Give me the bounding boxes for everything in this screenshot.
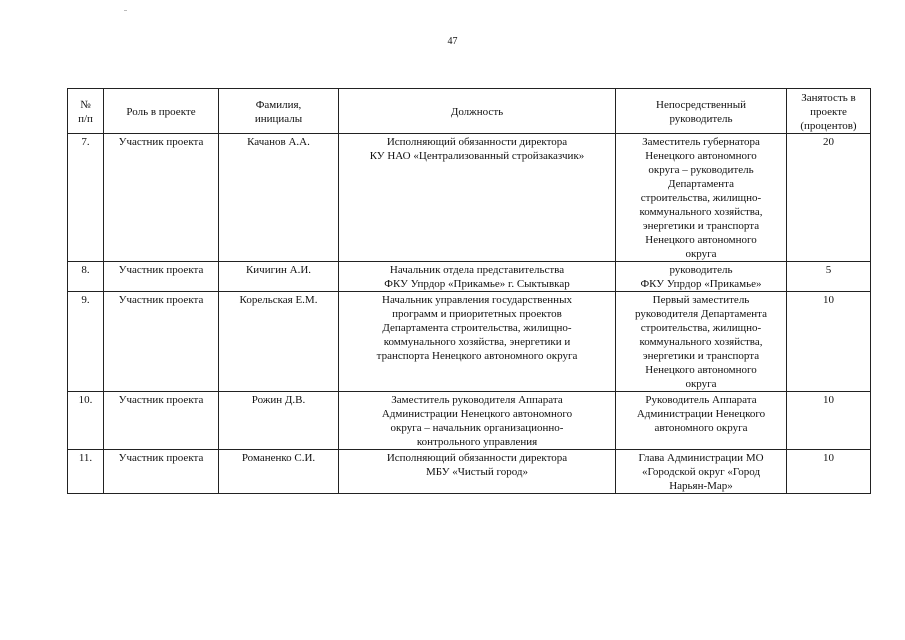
cell-num: 10. — [68, 392, 104, 450]
cell-share: 20 — [787, 134, 871, 262]
cell-supervisor: Первый заместитель руководителя Департамента строительства, жилищно- коммунального хозяйства, энергетики и транспорта Ненецкого автономного округа — [616, 292, 787, 392]
header-position: Должность — [339, 89, 616, 134]
cell-share: 10 — [787, 392, 871, 450]
table-row — [68, 450, 871, 494]
cell-num: 9. — [68, 292, 104, 392]
page-number: 47 — [447, 36, 458, 47]
cell-name: Романенко С.И. — [219, 450, 339, 494]
header-role: Роль в проекте — [104, 89, 219, 134]
cell-supervisor: Глава Администрации МО «Городской округ «Город Нарьян-Мар» — [616, 450, 787, 494]
cell-share: 10 — [787, 292, 871, 392]
cell-position: Заместитель руководителя Аппарата Администрации Ненецкого автономного округа – начальник организационно- контрольного управления — [339, 392, 616, 450]
table-row — [68, 292, 871, 392]
cell-role: Участник проекта — [104, 392, 219, 450]
header-name: Фамилия, инициалы — [219, 89, 339, 134]
cell-role: Участник проекта — [104, 262, 219, 292]
cell-role: Участник проекта — [104, 292, 219, 392]
cell-role: Участник проекта — [104, 134, 219, 262]
header-num: № п/п — [68, 89, 104, 134]
header-share: Занятость в проекте (процентов) — [787, 89, 871, 134]
cell-supervisor: руководитель ФКУ Упрдор «Прикамье» — [616, 262, 787, 292]
table-header-row — [68, 89, 871, 134]
table-row — [68, 262, 871, 292]
cell-name: Рожин Д.В. — [219, 392, 339, 450]
cell-num: 8. — [68, 262, 104, 292]
cell-position: Начальник управления государственных программ и приоритетных проектов Департамента строительства, жилищно- коммунального хозяйства, энергетики и транспорта Ненецкого автономного округа — [339, 292, 616, 392]
cell-role: Участник проекта — [104, 450, 219, 494]
scan-mark — [124, 10, 127, 11]
table-row — [68, 134, 871, 262]
cell-share: 10 — [787, 450, 871, 494]
cell-num: 7. — [68, 134, 104, 262]
cell-name: Кичигин А.И. — [219, 262, 339, 292]
cell-share: 5 — [787, 262, 871, 292]
cell-name: Качанов А.А. — [219, 134, 339, 262]
table-row — [68, 392, 871, 450]
cell-num: 11. — [68, 450, 104, 494]
cell-supervisor: Заместитель губернатора Ненецкого автономного округа – руководитель Департамента строительства, жилищно- коммунального хозяйства, энергетики и транспорта Ненецкого автономного округа — [616, 134, 787, 262]
cell-position: Исполняющий обязанности директора КУ НАО «Централизованный стройзаказчик» — [339, 134, 616, 262]
cell-position: Исполняющий обязанности директора МБУ «Чистый город» — [339, 450, 616, 494]
cell-supervisor: Руководитель Аппарата Администрации Ненецкого автономного округа — [616, 392, 787, 450]
project-participants-table — [67, 88, 871, 494]
cell-position: Начальник отдела представительства ФКУ Упрдор «Прикамье» г. Сыктывкар — [339, 262, 616, 292]
header-supervisor: Непосредственный руководитель — [616, 89, 787, 134]
cell-name: Корельская Е.М. — [219, 292, 339, 392]
